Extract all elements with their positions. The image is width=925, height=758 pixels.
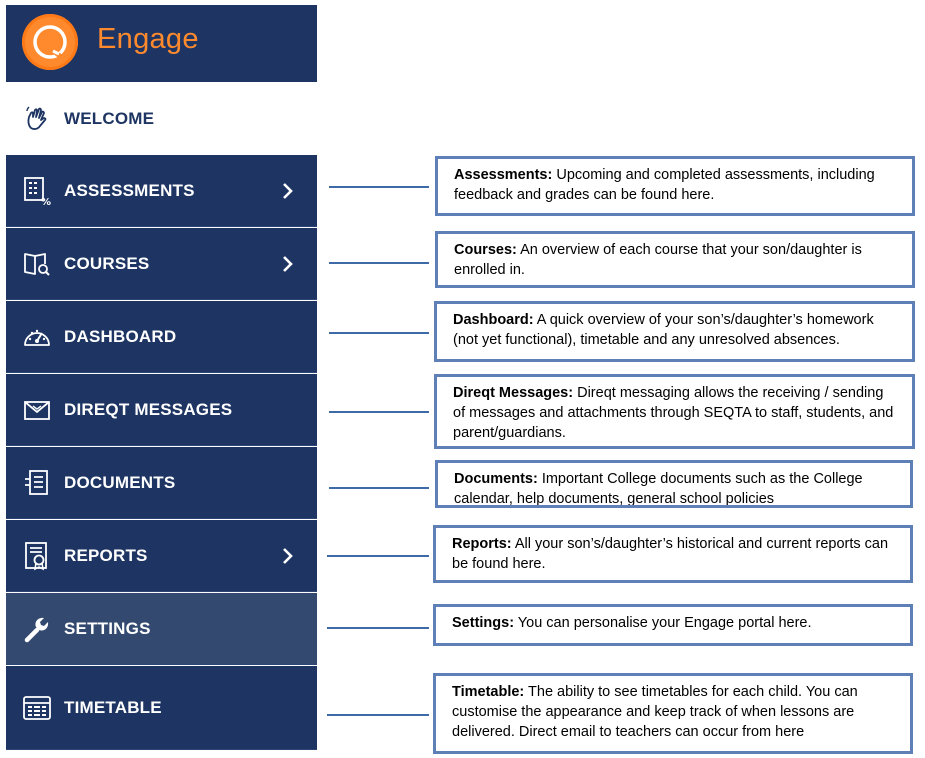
nav-item-label: REPORTS: [64, 545, 148, 565]
wrench-icon: [22, 614, 52, 644]
callout-title: Reports:: [452, 536, 512, 552]
calendar-grid-icon: [22, 693, 52, 723]
nav-welcome-label: WELCOME: [64, 108, 155, 128]
nav-item-label: ASSESSMENTS: [64, 180, 195, 200]
callout-reports: [433, 525, 913, 583]
waving-hand-icon: [22, 104, 52, 134]
nav-item-assessments[interactable]: [6, 155, 317, 227]
callout-title: Settings:: [452, 615, 515, 631]
callout-text: You can personalise your Engage portal here.: [514, 615, 812, 631]
sidebar: [6, 5, 317, 750]
nav-item-label: DOCUMENTS: [64, 472, 176, 492]
connector-line: [327, 714, 429, 716]
callout-text: Upcoming and completed assessments, including feedback and grades can be found here.: [454, 167, 875, 203]
callout-text: An overview of each course that your son/daughter is enrolled in.: [454, 242, 862, 278]
nav-item-reports[interactable]: [6, 520, 317, 592]
callout-assessments: [435, 156, 915, 216]
connector-line: [329, 487, 429, 489]
callout-direqt-messages: [434, 374, 915, 449]
connector-line: [327, 627, 429, 629]
chevron-right-icon: [281, 546, 295, 566]
nav-item-label: DASHBOARD: [64, 326, 177, 346]
callout-title: Direqt Messages:: [453, 385, 574, 401]
callout-text: Important College documents such as the College calendar, help documents, general school policies: [454, 471, 863, 507]
callout-settings: [433, 604, 913, 646]
callout-title: Documents:: [454, 471, 538, 487]
callout-documents: [435, 460, 913, 508]
nav-item-timetable[interactable]: [6, 666, 317, 750]
callout-title: Assessments:: [454, 167, 553, 183]
nav-item-label: COURSES: [64, 253, 150, 273]
callout-title: Dashboard:: [453, 312, 534, 328]
callout-text: A quick overview of your son’s/daughter’s homework (not yet functional), timetable and any unresolved absences.: [453, 312, 874, 348]
nav-item-dashboard[interactable]: [6, 301, 317, 373]
nav-item-label: SETTINGS: [64, 618, 151, 638]
nav-item-courses[interactable]: [6, 228, 317, 300]
connector-line: [327, 555, 429, 557]
logo-bar: [6, 5, 317, 82]
connector-line: [329, 411, 429, 413]
nav-welcome[interactable]: [6, 82, 317, 155]
callout-text: All your son’s/daughter’s historical and current reports can be found here.: [452, 536, 889, 572]
callout-dashboard: [434, 301, 915, 362]
document-icon: [22, 468, 52, 498]
envelope-icon: [22, 395, 52, 425]
chevron-right-icon: [281, 181, 295, 201]
engage-logo-icon: [22, 14, 78, 70]
assessments-grid-percent-icon: [22, 176, 52, 206]
book-search-icon: [22, 249, 52, 279]
connector-line: [329, 332, 429, 334]
callout-timetable: [433, 673, 913, 754]
callout-text: The ability to see timetables for each child. You can customise the appearance and keep track of when lessons are delivered. Direct email to teachers can occur from here: [452, 684, 858, 740]
callout-title: Courses:: [454, 242, 517, 258]
svg-text:%: %: [41, 196, 52, 206]
app-name: Engage: [97, 23, 199, 55]
callout-text: Direqt messaging allows the receiving / sending of messages and attachments through SEQTA to staff, students, and parent/guardians.: [453, 385, 894, 441]
callout-title: Timetable:: [452, 684, 525, 700]
nav-item-label: DIREQT MESSAGES: [64, 399, 233, 419]
report-certificate-icon: [22, 541, 52, 571]
connector-line: [329, 186, 429, 188]
nav-item-direqt-messages[interactable]: [6, 374, 317, 446]
callout-courses: [435, 231, 915, 288]
nav-item-documents[interactable]: [6, 447, 317, 519]
nav-item-settings[interactable]: [6, 593, 317, 665]
speedometer-icon: [22, 322, 52, 352]
nav-item-label: TIMETABLE: [64, 698, 162, 717]
chevron-right-icon: [281, 254, 295, 274]
connector-line: [329, 262, 429, 264]
